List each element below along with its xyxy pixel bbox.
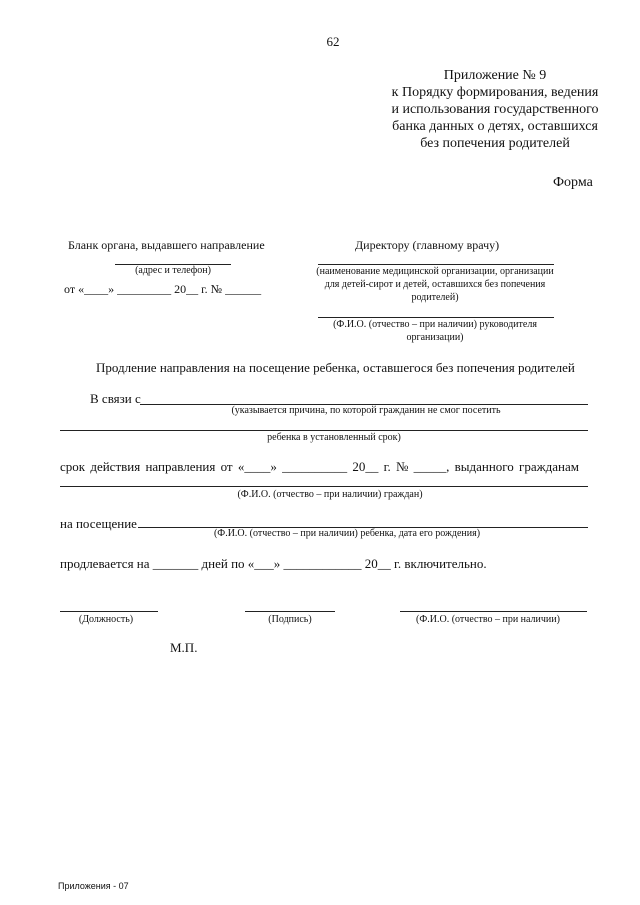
child-caption: (Ф.И.О. (отчество – при наличии) ребенка, дата его рождения) (213, 528, 481, 539)
head-caption: организации) (406, 332, 464, 343)
addressee-title: Директору (главному врачу) (355, 238, 500, 252)
document-title: Продление направления на посещение ребенка, оставшегося без попечения родителей (96, 360, 575, 375)
issue-date-line: от «____» _________ 20__ г. № ______ (64, 282, 262, 296)
extension-text: продлевается на _______ дней по «___» ____________ 20__ г. включительно. (60, 556, 487, 571)
reason-label: В связи с (90, 391, 141, 406)
org-caption: для детей-сирот и детей, оставшихся без попечения (324, 279, 546, 290)
footer-label: Приложения - 07 (58, 881, 129, 891)
appendix-line: Приложение № 9 (443, 68, 547, 83)
org-caption: родителей) (411, 292, 459, 303)
stamp-label: М.П. (170, 640, 198, 655)
position-caption: (Должность) (78, 614, 134, 625)
appendix-line: к Порядку формирования, ведения (391, 85, 599, 100)
appendix-line: без попечения родителей (420, 136, 570, 151)
visit-label: на посещение (60, 516, 137, 531)
form-label: Форма (553, 175, 593, 190)
org-caption: (наименование медицинской организации, организации (316, 266, 554, 277)
head-name-line (318, 317, 554, 318)
signature-caption: (Подпись) (268, 614, 312, 625)
position-line (60, 611, 158, 612)
appendix-line: банка данных о детях, оставшихся (392, 119, 598, 134)
address-caption: (адрес и телефон) (135, 265, 211, 276)
reason-line-2 (60, 430, 588, 431)
issuer-title: Бланк органа, выдавшего направление (68, 238, 265, 252)
name-line (400, 611, 587, 612)
signature-line (245, 611, 335, 612)
head-caption: (Ф.И.О. (отчество – при наличии) руководителя (333, 319, 537, 330)
citizens-caption: (Ф.И.О. (отчество – при наличии) граждан) (237, 489, 423, 500)
reason-caption: (указывается причина, по которой гражданин не смог посетить (231, 405, 501, 416)
validity-text: срок действия направления от «____» __________ 20__ г. № _____, выданного гражданам (60, 459, 579, 474)
name-caption: (Ф.И.О. (отчество – при наличии) (416, 614, 560, 625)
appendix-line: и использования государственного (391, 102, 599, 117)
citizens-line (60, 486, 588, 487)
page-number: 62 (326, 34, 340, 49)
reason-caption: ребенка в установленный срок) (267, 432, 401, 443)
org-name-line (318, 264, 554, 265)
